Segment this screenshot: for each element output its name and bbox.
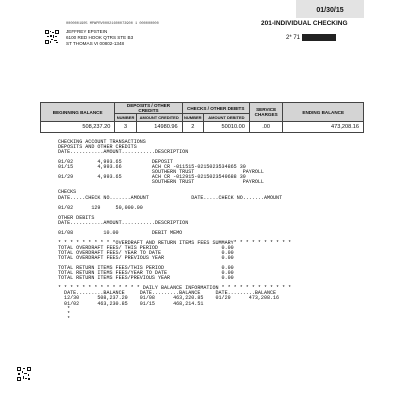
account-summary-table: [40, 102, 364, 133]
mailing-address: [66, 29, 133, 47]
qr-code-icon: [17, 367, 31, 381]
statement-line: 01/08 10.00 DEBIT MEMO: [58, 229, 183, 236]
statement-line: 01/29 4,993.65 ACH CR -012915-0215023549688 39: [58, 174, 246, 181]
statement-transactions-body: [58, 140, 291, 322]
header-amount-debited: AMOUNT DEBITED: [204, 114, 250, 122]
header-deposits-credits: DEPOSITS / OTHER CREDITS: [115, 103, 182, 114]
statement-line: 01/02 4,993.65 DEPOSIT: [58, 159, 174, 166]
statement-line: 01/02 129 50,000.00: [58, 204, 143, 211]
statement-line: CHECKING ACCOUNT TRANSACTIONS: [58, 139, 146, 145]
statement-line: SOUTHERN TRUST PAYROLL: [58, 169, 264, 176]
statement-line: TOTAL OVERDRAFT FEES/ YEAR TO DATE 0.00: [58, 250, 234, 257]
statement-line: TOTAL OVERDRAFT FEES/ THIS PERIOD 0.00: [58, 244, 234, 251]
statement-line: 01/15 4,993.66 ACH CR -011515-0215023534865 30: [58, 164, 246, 171]
statement-line: DATE...........AMOUNT...........DESCRIPTION: [58, 149, 189, 156]
statement-line: * * * * * * * * * * * * * * DAILY BALANCE INFORMATION * * * * * * * * * * * *: [58, 285, 292, 292]
statement-line: * * * * * * * * * *OVERDRAFT AND RETURN ITEMS FEES SUMMARY* * * * * * * * * *: [58, 239, 292, 246]
header-amount-credited: AMOUNT CREDITED: [136, 114, 182, 122]
amount-credited-value: 14980.96: [136, 122, 182, 133]
account-holder-name: JEFFREY EPSTEIN: [66, 29, 108, 34]
statement-line: 01/02 463,230.85 01/15 468,214.51: [58, 300, 204, 307]
statement-line: 12/30 508,237.20 01/08 463,220.85 01/29 473,208.16: [58, 295, 280, 302]
account-type: 201-INDIVIDUAL CHECKING: [261, 20, 348, 27]
address-line-2: ST THOMAS VI 00802-1348: [66, 41, 125, 46]
header-debits-number: NUMBER: [184, 115, 202, 120]
statement-line: SOUTHERN TRUST PAYROLL: [58, 179, 264, 186]
amount-debited-value: 50010.00: [204, 122, 250, 133]
ending-balance-value: 473,208.16: [283, 122, 364, 133]
address-line-1: 6100 RED HOOK QTRS STE B3: [66, 35, 134, 40]
redaction-bar: [302, 34, 336, 41]
statement-date: 01/30/15: [296, 0, 364, 18]
header-checks-debits: CHECKS / OTHER DEBITS: [182, 103, 249, 114]
statement-line: DATE...........AMOUNT...........DESCRIPTION: [58, 219, 189, 226]
statement-line: *: [58, 315, 71, 322]
header-ending-balance: ENDING BALANCE: [283, 103, 364, 122]
statement-line: CHECKS: [58, 189, 77, 196]
mailing-code-line: 0000001905 MPWPRV00021600073900 1 000000000: [66, 22, 159, 26]
statement-line: *: [58, 310, 71, 317]
header-service-charges: SERVICE CHARGES: [249, 103, 283, 122]
statement-line: TOTAL RETURN ITEMS FEES/YEAR TO DATE 0.00: [58, 270, 234, 277]
beginning-balance-value: 508,237.20: [41, 122, 115, 133]
debits-number-value: 2: [182, 122, 203, 133]
header-credits-number: NUMBER: [116, 115, 135, 120]
statement-line: OTHER DEBITS: [58, 214, 95, 221]
account-number-prefix: 2* 71: [286, 35, 301, 42]
service-charges-value: .00: [249, 122, 283, 133]
statement-line: TOTAL OVERDRAFT FEES/ PREVIOUS YEAR 0.00: [58, 255, 234, 262]
header-beginning-balance: BEGINNING BALANCE: [41, 103, 115, 122]
qr-code-icon: [45, 30, 59, 44]
statement-line: DEPOSITS AND OTHER CREDITS: [58, 144, 137, 151]
statement-line: DATE.........BALANCE DATE.........BALANCE DATE.........BALANCE: [58, 290, 277, 297]
account-number: [286, 34, 336, 41]
statement-line: DATE.....CHECK NO.......AMOUNT DATE.....CHECK NO.......AMOUNT: [58, 194, 283, 201]
statement-line: TOTAL RETURN ITEMS FEES/PREVIOUS YEAR 0.00: [58, 275, 234, 282]
statement-line: *: [58, 305, 71, 312]
statement-line: TOTAL RETURN ITEMS FEES/THIS PERIOD 0.00: [58, 265, 234, 272]
credits-number-value: 3: [115, 122, 136, 133]
